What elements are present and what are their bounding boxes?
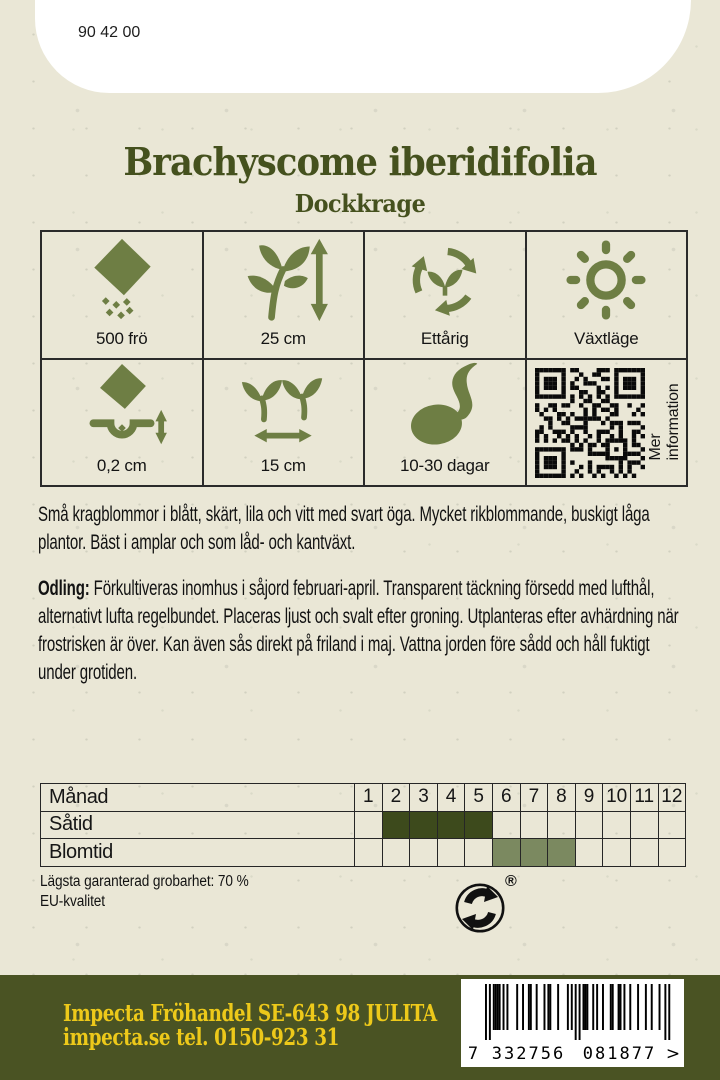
germination-guarantee-note: Lägsta garanterad grobarhet: 70 % bbox=[40, 873, 249, 890]
sowing-calendar-table bbox=[40, 783, 686, 867]
barcode bbox=[461, 979, 684, 1067]
calendar-period-cell bbox=[492, 839, 520, 867]
calendar-period-cell bbox=[492, 811, 520, 839]
calendar-period-cell bbox=[437, 811, 465, 839]
calendar-month-number: 1 bbox=[355, 784, 383, 812]
calendar-row bbox=[41, 839, 686, 867]
calendar-month-number: 9 bbox=[575, 784, 603, 812]
calendar-period-cell bbox=[355, 839, 383, 867]
seed-quantity-icon bbox=[42, 234, 202, 326]
annual-cycle-icon bbox=[365, 234, 525, 326]
spec-icon-grid bbox=[40, 230, 688, 487]
qr-code bbox=[535, 368, 645, 483]
footer-band bbox=[0, 975, 720, 1080]
spec-label: 0,2 cm bbox=[96, 456, 147, 475]
common-name-subtitle: Dockkrage bbox=[294, 189, 426, 218]
calendar-period-cell bbox=[465, 811, 493, 839]
germination-icon bbox=[365, 362, 525, 454]
calendar-period-cell bbox=[520, 811, 548, 839]
calendar-month-number: 12 bbox=[658, 784, 686, 812]
registered-trademark-symbol: ® bbox=[505, 873, 517, 890]
calendar-month-number: 2 bbox=[382, 784, 410, 812]
calendar-period-cell bbox=[575, 811, 603, 839]
sowing-depth-icon bbox=[42, 362, 202, 454]
calendar-period-cell bbox=[410, 839, 438, 867]
calendar-period-cell bbox=[548, 811, 576, 839]
barcode-left-group: 332756 bbox=[491, 1044, 566, 1064]
calendar-period-cell bbox=[382, 811, 410, 839]
calendar-month-number: 5 bbox=[465, 784, 493, 812]
spec-cell-seed-quantity bbox=[41, 231, 203, 359]
sun-icon bbox=[527, 234, 687, 326]
calendar-month-number: 8 bbox=[548, 784, 576, 812]
calendar-month-number: 3 bbox=[410, 784, 438, 812]
calendar-month-number: 6 bbox=[492, 784, 520, 812]
barcode-digits bbox=[463, 1044, 681, 1064]
calendar-row-label: Blomtid bbox=[41, 839, 355, 867]
cultivation-heading: Odling: bbox=[38, 577, 90, 600]
calendar-month-number: 7 bbox=[520, 784, 548, 812]
barcode-lead-digit: 7 bbox=[467, 1044, 479, 1064]
spec-cell-plant-height bbox=[203, 231, 365, 359]
more-info-label: Mer information bbox=[647, 383, 682, 461]
spec-cell-sowing-depth bbox=[41, 359, 203, 487]
calendar-period-cell bbox=[465, 839, 493, 867]
calendar-period-cell bbox=[410, 811, 438, 839]
publisher-contact-line: impecta.se tel. 0150-923 31 bbox=[63, 1024, 340, 1051]
calendar-month-number: 10 bbox=[603, 784, 631, 812]
description-text: Små kragblommor i blått, skärt, lila och vitt med svart öga. Mycket rikblommande, buskigt låga plantor. Bäst i amplar och som låd- och kantväxt. bbox=[38, 503, 650, 554]
barcode-right-group: 081877 bbox=[582, 1044, 657, 1064]
calendar-period-cell bbox=[520, 839, 548, 867]
calendar-period-cell bbox=[603, 811, 631, 839]
calendar-row bbox=[41, 811, 686, 839]
calendar-period-cell bbox=[548, 839, 576, 867]
quality-note: EU-kvalitet bbox=[40, 893, 105, 910]
spec-label: 10-30 dagar bbox=[400, 456, 490, 475]
cultivation-paragraph bbox=[38, 575, 688, 687]
spec-cell-more-info bbox=[526, 359, 688, 487]
calendar-period-cell bbox=[603, 839, 631, 867]
barcode-tail-mark: > bbox=[665, 1044, 681, 1064]
calendar-period-cell bbox=[658, 839, 686, 867]
plant-height-icon bbox=[204, 234, 364, 326]
spec-cell-annual bbox=[364, 231, 526, 359]
calendar-period-cell bbox=[658, 811, 686, 839]
spec-label: 25 cm bbox=[260, 328, 306, 348]
description-paragraph bbox=[38, 501, 688, 557]
spec-label: 500 frö bbox=[95, 328, 148, 348]
publisher-address-block bbox=[63, 1002, 437, 1050]
spec-cell-plant-spacing bbox=[203, 359, 365, 487]
calendar-row-label: Såtid bbox=[41, 811, 355, 839]
calendar-period-cell bbox=[382, 839, 410, 867]
spec-label: Ettårig bbox=[420, 328, 469, 348]
calendar-period-cell bbox=[437, 839, 465, 867]
calendar-row-label: Månad bbox=[41, 784, 355, 812]
cultivation-text: Förkultiveras inomhus i såjord februari-april. Transparent täckning försedd med lufthål, alternativt lufta regelbundet. Placeras ljust och svalt efter groning. Utplanteras efter avhärdning när frostrisken är över. Kan även sås direkt på friland i maj. Vattna jorden före sådd och håll fuktigt under grotiden. bbox=[38, 577, 679, 684]
calendar-row bbox=[41, 784, 686, 812]
calendar-period-cell bbox=[630, 839, 658, 867]
spec-cell-site bbox=[526, 231, 688, 359]
calendar-period-cell bbox=[575, 839, 603, 867]
botanical-name-title: Brachyscome iberidifolia bbox=[123, 139, 597, 184]
calendar-month-number: 4 bbox=[437, 784, 465, 812]
spec-cell-germination bbox=[364, 359, 526, 487]
calendar-period-cell bbox=[630, 811, 658, 839]
calendar-period-cell bbox=[355, 811, 383, 839]
spec-label: Växtläge bbox=[573, 328, 639, 348]
publisher-address-line: Impecta Fröhandel SE-643 98 JULITA bbox=[63, 1000, 437, 1027]
calendar-month-number: 11 bbox=[630, 784, 658, 812]
article-number: 90 42 00 bbox=[78, 24, 141, 41]
spec-label: 15 cm bbox=[260, 456, 306, 475]
plant-spacing-icon bbox=[204, 362, 364, 454]
envelope-flap bbox=[35, 0, 691, 93]
green-dot-recycling-icon bbox=[454, 882, 506, 939]
